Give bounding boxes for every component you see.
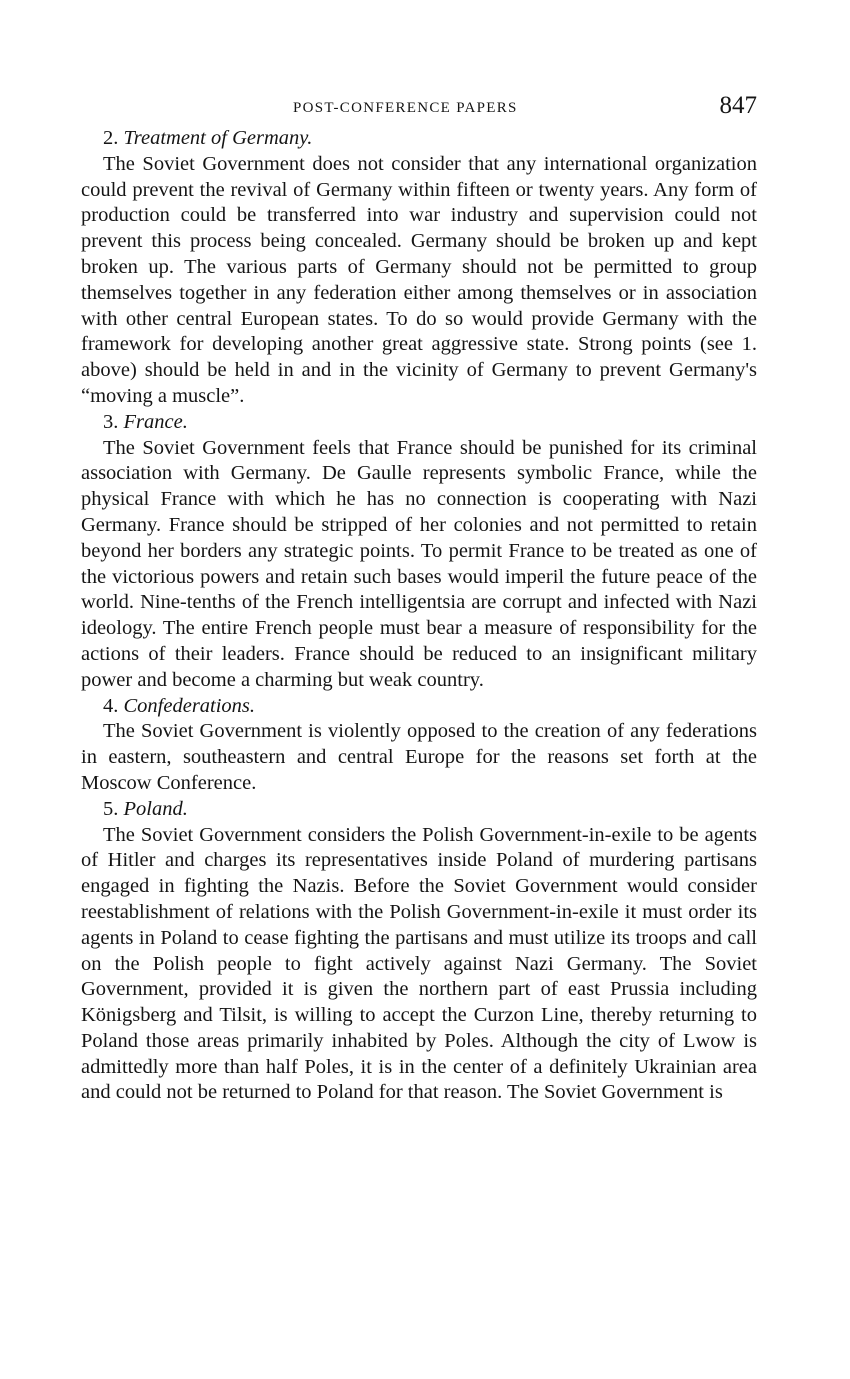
section-number: 5. [103, 797, 119, 820]
section-paragraph: The Soviet Government does not consider that any international organization could prevent the revival of Germany within fifteen or twenty years. Any form of production could be transferred into war industry and supervision could not prevent this process being concealed. Germany should be broken up and kept broken up. The various parts of Germany should not be permitted to group themselves together in any federation either among themselves or in association with other central European states. To do so would provide Germany with the framework for developing another great aggressive state. Strong points (see 1. above) should be held in and in the vicinity of Germany to prevent Germany's “moving a muscle”. [81, 152, 757, 407]
page-number: 847 [719, 92, 757, 119]
section-number: 4. [103, 694, 119, 717]
section-france [81, 410, 757, 694]
section-heading [81, 694, 757, 720]
running-header [81, 92, 757, 126]
section-heading [81, 410, 757, 436]
section-confederations [81, 694, 757, 797]
section-title: France. [123, 410, 188, 433]
section-number: 2. [103, 127, 119, 149]
section-number: 3. [103, 410, 119, 433]
section-treatment-of-germany [81, 126, 757, 410]
running-title: POST-CONFERENCE PAPERS [293, 100, 518, 116]
section-poland [81, 797, 757, 1107]
section-paragraph: The Soviet Government feels that France should be punished for its criminal association with Germany. De Gaulle represents symbolic France, while the physical France with which he has no connection is cooperating with Nazi Germany. France should be stripped of her colonies and not permitted to retain beyond her borders any strategic points. To permit France to be treated as one of the victorious powers and retain such bases would imperil the future peace of the world. Nine-tenths of the French intelligentsia are corrupt and infected with Nazi ideology. The entire French people must bear a measure of responsibility for the actions of their leaders. France should be reduced to an insignificant military power and become a charming but weak country. [81, 436, 757, 691]
section-paragraph: The Soviet Government is violently opposed to the creation of any federations in eastern, southeastern and central Europe for the reasons set forth at the Moscow Conference. [81, 720, 757, 794]
section-heading [81, 797, 757, 823]
section-title: Confederations. [123, 694, 256, 717]
section-heading [81, 126, 757, 152]
section-title: Treatment of Germany. [123, 127, 313, 149]
document-page [81, 92, 757, 1106]
section-paragraph: The Soviet Government considers the Polish Government-in-exile to be agents of Hitler and charges its representatives inside Poland of murdering partisans engaged in fighting the Nazis. Before the Soviet Government would consider reestablishment of relations with the Polish Government-in-exile it must order its agents in Poland to cease fighting the partisans and must utilize its troops and call on the Polish people to fight actively against Nazi Germany. The Soviet Government, provided it is given the northern part of east Prussia including Königsberg and Tilsit, is willing to accept the Curzon Line, thereby returning to Poland those areas primarily inhabited by Poles. Although the city of Lwow is admittedly more than half Poles, it is in the center of a definitely Ukrainian area and could not be returned to Poland for that reason. The Soviet Government is [81, 823, 757, 1104]
section-title: Poland. [123, 797, 188, 820]
